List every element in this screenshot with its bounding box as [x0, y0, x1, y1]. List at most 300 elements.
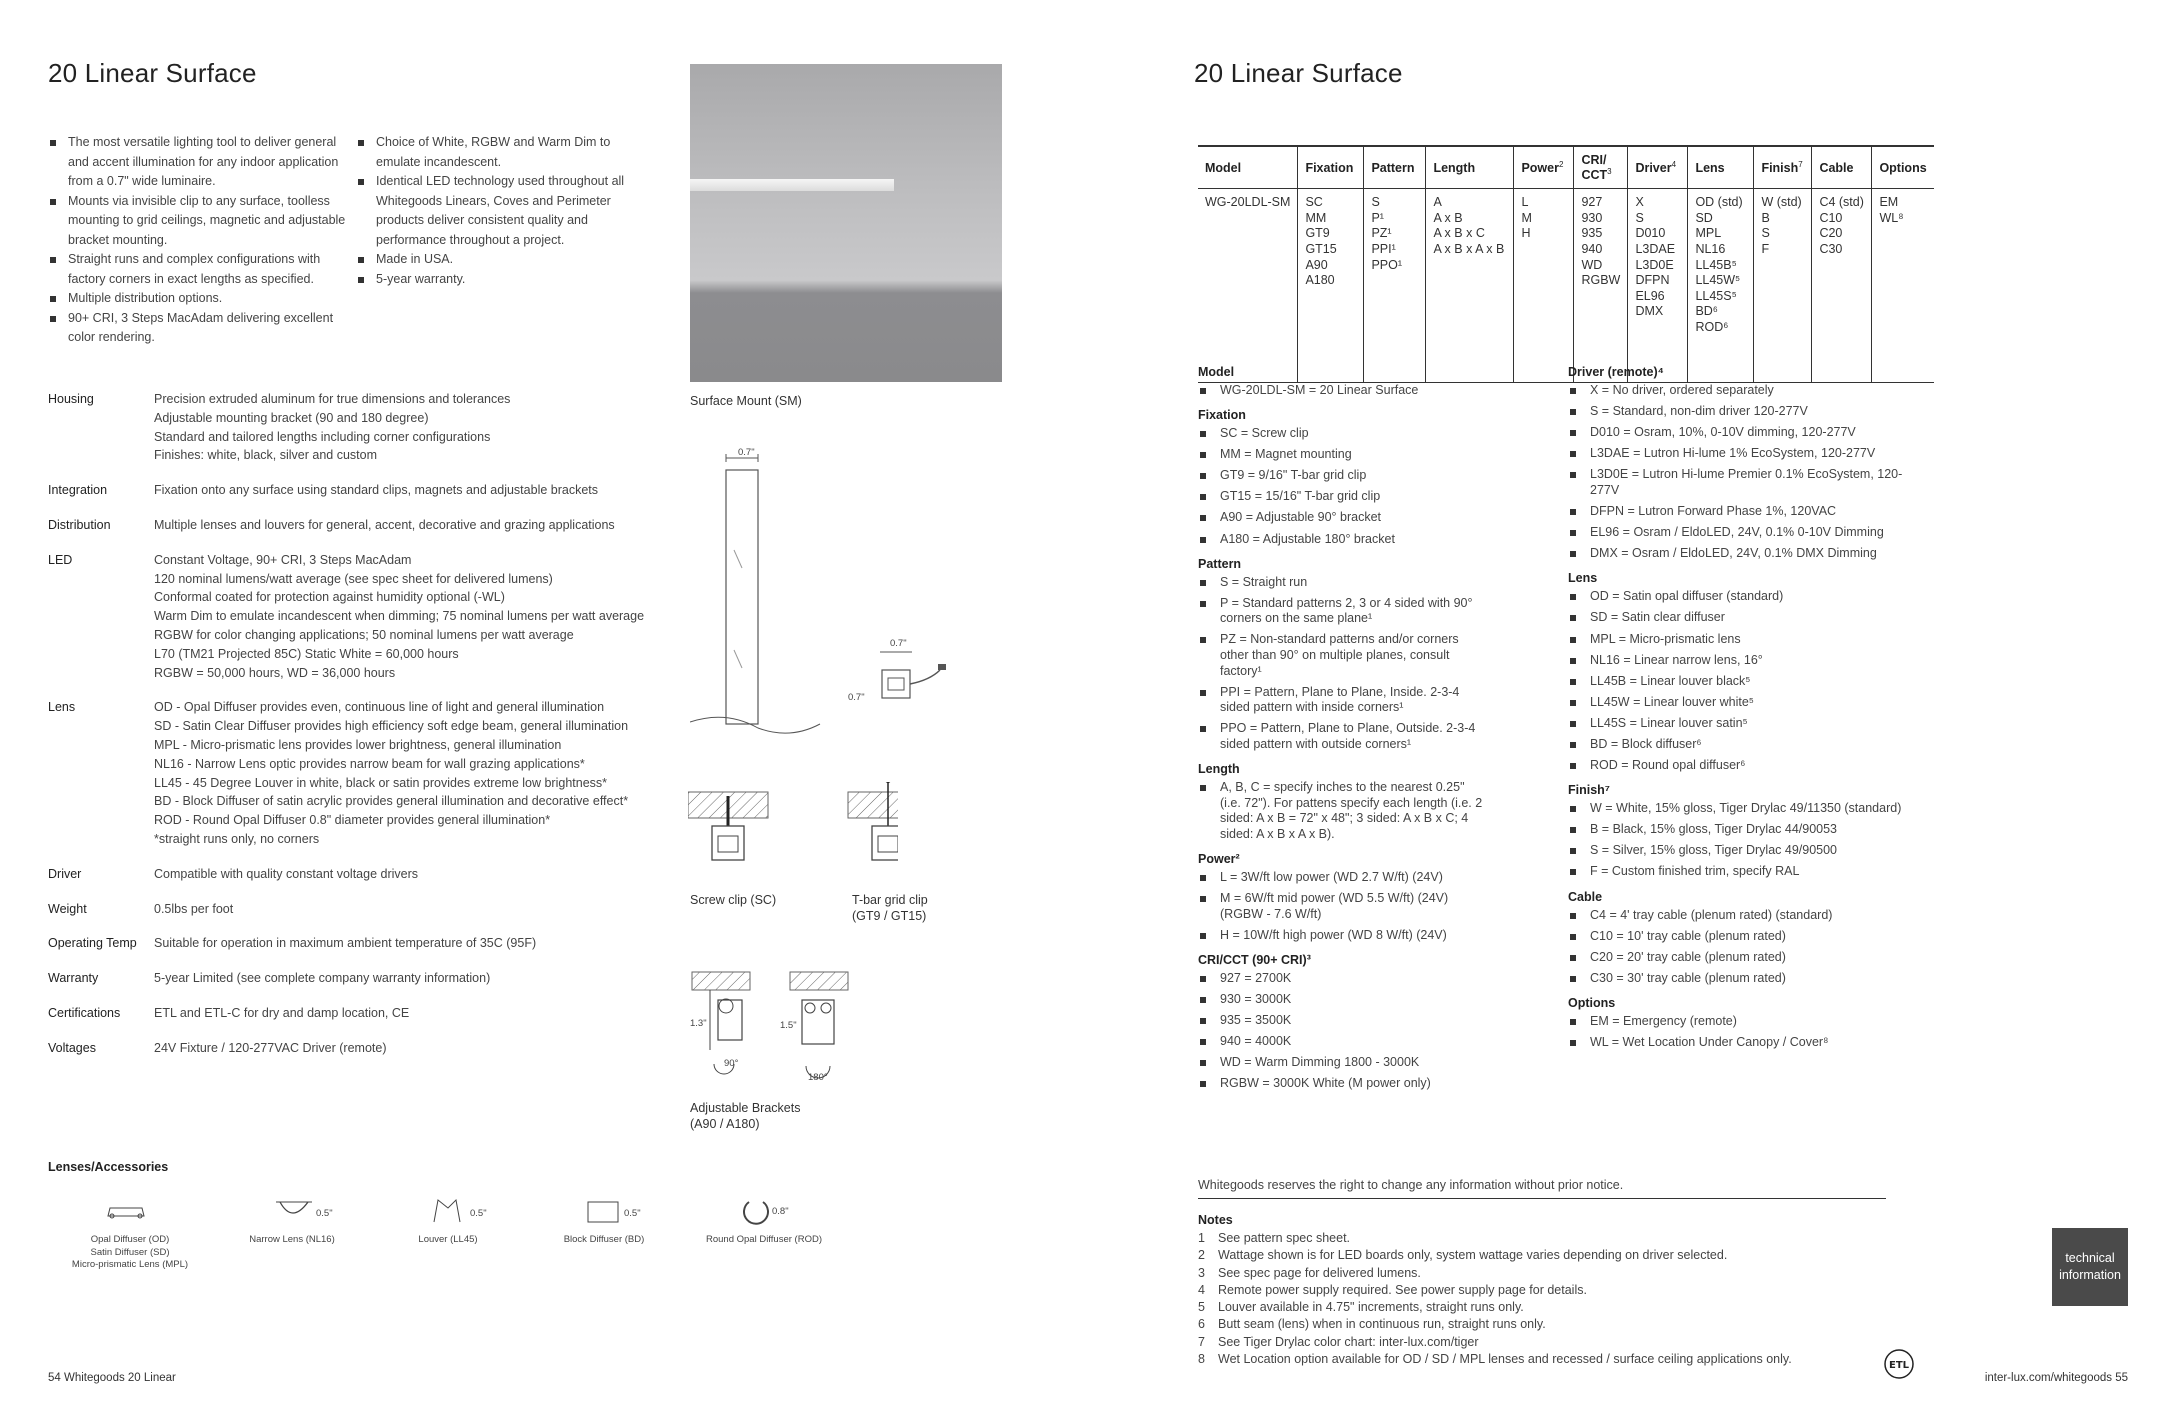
feature-item: Identical LED technology used throughout all Whitegoods Linears, Coves and Perimeter products deliver consistent quality and performance throughout a project. — [356, 172, 656, 250]
legend-heading: Driver (remote)⁴ — [1568, 365, 1664, 379]
legend-heading: Fixation — [1198, 408, 1246, 423]
legend-item: X = No driver, ordered separately — [1568, 383, 1908, 399]
legend-item: WG-20LDL-SM = 20 Linear Surface — [1198, 383, 1488, 399]
feature-item: Straight runs and complex configurations with factory corners in exact lengths as specified. — [48, 250, 348, 289]
table-cell — [1688, 189, 1754, 383]
note-text: See spec page for delivered lumens. — [1218, 1265, 1421, 1280]
table-cell — [1298, 189, 1364, 383]
note-row — [1198, 1299, 1792, 1316]
legend-item: 930 = 3000K — [1198, 992, 1488, 1008]
legend-item: C20 = 20' tray cable (plenum rated) — [1568, 950, 1908, 966]
spec-row — [48, 969, 688, 988]
table-header-note: 3 — [1607, 167, 1612, 176]
ordering-table — [1198, 145, 1934, 383]
spec-line: Fixation onto any surface using standard clips, magnets and adjustable brackets — [154, 483, 599, 498]
mounting-clip-drawings — [688, 782, 898, 872]
legend-list — [1198, 426, 1488, 547]
table-header — [1298, 146, 1364, 189]
legend-item: S = Silver, 15% gloss, Tiger Drylac 49/90500 — [1568, 843, 1908, 859]
legend-item: 935 = 3500K — [1198, 1013, 1488, 1029]
table-header-text: Driver — [1635, 161, 1672, 176]
note-row — [1198, 1282, 1792, 1299]
legend-item: GT9 = 9/16" T-bar grid clip — [1198, 468, 1488, 484]
table-header-text: Pattern — [1371, 160, 1415, 175]
spec-value — [154, 1039, 387, 1058]
spec-value — [154, 900, 233, 919]
table-header-note: 7 — [1798, 160, 1803, 169]
spec-line: Conformal coated for protection against humidity optional (-WL) — [154, 590, 505, 605]
spec-label: Distribution — [48, 517, 111, 532]
table-cell-value: DFPN — [1635, 273, 1670, 288]
table-cell — [1514, 189, 1574, 383]
spec-line: Standard and tailored lengths including corner configurations — [154, 429, 491, 444]
spec-line: Suitable for operation in maximum ambient temperature of 35C (95F) — [154, 936, 537, 951]
lens-od-sd-mpl — [60, 1234, 200, 1272]
spec-line: MPL - Micro-prismatic lens provides lower brightness, general illumination — [154, 737, 562, 752]
spec-value — [154, 969, 490, 988]
dim-endcap-width: 0.7" — [890, 638, 907, 649]
spec-label: Operating Temp — [48, 936, 137, 951]
spec-line: 120 nominal lumens/watt average (see spec sheet for delivered lumens) — [154, 571, 553, 586]
legend-heading: Pattern — [1198, 556, 1242, 571]
legend-list — [1568, 589, 1908, 773]
table-header — [1198, 146, 1298, 189]
angle-180: 180° — [808, 1072, 828, 1083]
table-cell-value: A x B — [1433, 210, 1463, 225]
legend-item: SC = Screw clip — [1198, 426, 1488, 442]
table-cell — [1812, 189, 1872, 383]
legend-list — [1568, 1014, 1908, 1051]
legend-item: OD = Satin opal diffuser (standard) — [1568, 589, 1908, 605]
lens-ll45-label: Louver (LL45) — [418, 1234, 478, 1245]
table-header — [1628, 146, 1688, 189]
legend-item: F = Custom finished trim, specify RAL — [1568, 864, 1908, 880]
caption-surface-mount: Surface Mount (SM) — [690, 394, 802, 408]
legend-item: A180 = Adjustable 180° bracket — [1198, 532, 1488, 548]
lens-rod-label: Round Opal Diffuser (ROD) — [706, 1234, 822, 1245]
note-text: Butt seam (lens) when in continuous run, straight runs only. — [1218, 1317, 1546, 1332]
table-cell-value: A180 — [1305, 273, 1335, 288]
spec-line: LL45 - 45 Degree Louver in white, black or satin provides extreme low brightness* — [154, 775, 608, 790]
legend-item: C30 = 30' tray cable (plenum rated) — [1568, 971, 1908, 987]
table-cell-value: P¹ — [1371, 210, 1384, 225]
table-header — [1426, 146, 1514, 189]
spec-line: Constant Voltage, 90+ CRI, 3 Steps MacAdam — [154, 552, 412, 567]
etl-certification-logo — [1883, 1348, 1915, 1380]
table-cell-value: OD (std) — [1695, 195, 1743, 210]
etl-text: ETL — [1888, 1360, 1910, 1371]
spec-row — [48, 1004, 688, 1023]
legend-item: LL45S = Linear louver satin⁵ — [1568, 716, 1908, 732]
spec-row — [48, 390, 688, 465]
table-header-text: Power — [1521, 161, 1559, 176]
note-number: 8 — [1198, 1352, 1205, 1367]
table-cell-value: PPI¹ — [1371, 241, 1396, 256]
legend-item: S = Straight run — [1198, 575, 1488, 591]
note-row — [1198, 1316, 1792, 1333]
caption-brackets-2: (A90 / A180) — [690, 1117, 760, 1131]
legend-heading: Power² — [1198, 851, 1240, 866]
table-cell-value: C20 — [1819, 226, 1843, 241]
feature-item: Multiple distribution options. — [48, 289, 348, 309]
dim-bracket-a90: 1.3" — [690, 1018, 707, 1029]
spec-label: Lens — [48, 700, 76, 715]
spec-line: SD - Satin Clear Diffuser provides high efficiency soft edge beam, general illumination — [154, 719, 629, 734]
legend-item: DFPN = Lutron Forward Phase 1%, 120VAC — [1568, 504, 1908, 520]
spec-line: RGBW for color changing applications; 50 nominal lumens per watt average — [154, 627, 574, 642]
legend-item: RGBW = 3000K White (M power only) — [1198, 1076, 1488, 1092]
table-cell-value: S — [1635, 210, 1644, 225]
lens-bd-label: Block Diffuser (BD) — [563, 1234, 645, 1245]
legend-item: BD = Block diffuser⁶ — [1568, 737, 1908, 753]
table-cell-value: D010 — [1635, 226, 1666, 241]
table-cell-value: LL45W⁵ — [1695, 273, 1741, 288]
note-number: 2 — [1198, 1248, 1205, 1263]
feature-item: The most versatile lighting tool to deliver general and accent illumination for any indoor application from a 0.7" wide luminaire. — [48, 133, 348, 192]
legend-item: PPO = Pattern, Plane to Plane, Outside. 2-3-4 sided pattern with outside corners¹ — [1198, 721, 1488, 752]
spec-value — [154, 865, 418, 884]
note-text: See pattern spec sheet. — [1218, 1231, 1351, 1245]
legend-item: GT15 = 15/16" T-bar grid clip — [1198, 489, 1488, 505]
spec-row — [48, 481, 688, 500]
legend-item: L = 3W/ft low power (WD 2.7 W/ft) (24V) — [1198, 870, 1488, 886]
table-cell-value: LL45B⁵ — [1695, 257, 1737, 272]
spec-line: Warm Dim to emulate incandescent when dimming; 75 nominal lumens per watt average — [154, 609, 645, 624]
legend-item: ROD = Round opal diffuser⁶ — [1568, 758, 1908, 774]
table-header-note: 2 — [1558, 160, 1564, 169]
spec-line: Adjustable mounting bracket (90 and 180 degree) — [154, 410, 429, 425]
spec-line: *straight runs only, no corners — [154, 831, 320, 846]
table-cell — [1628, 189, 1688, 383]
note-number: 5 — [1198, 1300, 1205, 1315]
table-cell-value: A — [1433, 195, 1442, 210]
legend-item: C10 = 10' tray cable (plenum rated) — [1568, 929, 1908, 945]
spec-row — [48, 900, 688, 919]
note-number: 4 — [1198, 1282, 1205, 1297]
table-cell-value: EL96 — [1635, 288, 1665, 303]
table-header — [1364, 146, 1426, 189]
legend-item: D010 = Osram, 10%, 0-10V dimming, 120-277V — [1568, 425, 1908, 441]
tab-line-1: technical — [2065, 1251, 2115, 1265]
legend-list — [1568, 383, 1908, 562]
note-text: Louver available in 4.75" increments, straight runs only. — [1218, 1300, 1524, 1315]
table-cell-value: GT9 — [1305, 226, 1330, 241]
legend-item: EL96 = Osram / EldoLED, 24V, 0.1% 0-10V Dimming — [1568, 525, 1908, 541]
caption-tbar-1: T-bar grid clip — [852, 893, 928, 907]
table-header — [1688, 146, 1754, 189]
table-cell — [1574, 189, 1628, 383]
note-row — [1198, 1351, 1792, 1368]
legend-item: P = Standard patterns 2, 3 or 4 sided with 90° corners on the same plane¹ — [1198, 596, 1488, 627]
legend-item: W = White, 15% gloss, Tiger Drylac 49/11350 (standard) — [1568, 801, 1908, 817]
table-cell-value: WD — [1581, 257, 1603, 272]
table-header-text: Cable — [1819, 160, 1854, 175]
table-cell-value: C4 (std) — [1819, 195, 1864, 210]
note-text: See Tiger Drylac color chart: inter-lux.com/tiger — [1218, 1334, 1479, 1349]
legend-heading: Options — [1568, 995, 1616, 1010]
note-row — [1198, 1247, 1792, 1264]
table-cell-value: ROD⁶ — [1695, 319, 1729, 334]
spec-label: Driver — [48, 866, 82, 881]
legend-list — [1198, 780, 1488, 842]
note-row — [1198, 1230, 1792, 1247]
spec-line: Precision extruded aluminum for true dimensions and tolerances — [154, 392, 511, 406]
table-cell-value: S — [1371, 195, 1380, 210]
table-header-text: Fixation — [1305, 160, 1354, 175]
spec-line: NL16 - Narrow Lens optic provides narrow beam for wall grazing applications* — [154, 756, 585, 771]
table-cell-value: MPL — [1695, 226, 1722, 241]
legend-item: C4 = 4' tray cable (plenum rated) (standard) — [1568, 908, 1908, 924]
table-cell-value: M — [1521, 210, 1532, 225]
note-row — [1198, 1265, 1792, 1282]
spec-row — [48, 516, 688, 535]
table-header-line: CRI/ — [1581, 153, 1607, 167]
table-cell — [1872, 189, 1934, 383]
table-header-text: Lens — [1695, 160, 1725, 175]
note-text: Wet Location option available for OD / SD / MPL lenses and recessed / surface ceiling applications only. — [1218, 1352, 1792, 1367]
spec-line: BD - Block Diffuser of satin acrylic provides general illumination and decorative effect* — [154, 794, 629, 809]
table-cell-value: L3DAE — [1635, 241, 1676, 256]
spec-row — [48, 865, 688, 884]
page-title-right: 20 Linear Surface — [1194, 58, 1403, 88]
table-header-text: Model — [1205, 160, 1242, 175]
legend-list — [1198, 870, 1488, 943]
legend-heading: Lens — [1568, 571, 1598, 586]
spec-row — [48, 1039, 688, 1058]
lens-label-line: Opal Diffuser (OD) — [90, 1234, 170, 1245]
table-cell-value: L3D0E — [1635, 257, 1674, 272]
table-cell-value: X — [1635, 195, 1644, 210]
spec-line: L70 (TM21 Projected 85C) Static White = 60,000 hours — [154, 646, 459, 661]
note-text: Wattage shown is for LED boards only, system wattage varies depending on driver selected. — [1218, 1248, 1728, 1263]
feature-item: Choice of White, RGBW and Warm Dim to emulate incandescent. — [356, 133, 656, 172]
spec-value — [154, 934, 536, 953]
feature-item: 90+ CRI, 3 Steps MacAdam delivering excellent color rendering. — [48, 309, 348, 348]
legend-item: NL16 = Linear narrow lens, 16° — [1568, 653, 1908, 669]
bracket-drawings — [690, 970, 860, 1100]
legend-heading: Length — [1198, 762, 1240, 777]
spec-line: 24V Fixture / 120-277VAC Driver (remote) — [154, 1040, 387, 1055]
lens-nl16-dim-text: 0.5" — [316, 1208, 333, 1219]
spec-line: Finishes: white, black, silver and custom — [154, 448, 378, 463]
lens-rod-dim: 0.8" — [772, 1206, 789, 1217]
legend-item: 940 = 4000K — [1198, 1034, 1488, 1050]
note-text: Remote power supply required. See power supply page for details. — [1218, 1282, 1587, 1297]
table-cell — [1198, 189, 1298, 383]
table-header-text: Options — [1879, 160, 1927, 175]
page-footer-left: 54 Whitegoods 20 Linear — [48, 1372, 176, 1384]
spec-table — [48, 390, 688, 1074]
spec-value — [154, 516, 615, 535]
legend-item: MPL = Micro-prismatic lens — [1568, 632, 1908, 648]
spec-value — [154, 481, 598, 500]
note-number: 6 — [1198, 1317, 1205, 1332]
table-header-text: Finish — [1761, 161, 1799, 176]
note-number: 3 — [1198, 1265, 1205, 1280]
table-cell-value: BD⁶ — [1695, 304, 1718, 319]
table-cell-value: A90 — [1305, 257, 1328, 272]
dim-width: 0.7" — [738, 447, 755, 458]
table-cell-value: NL16 — [1695, 241, 1726, 256]
spec-line: OD - Opal Diffuser provides even, continuous line of light and general illumination — [154, 700, 605, 715]
table-cell-value: PZ¹ — [1371, 226, 1392, 241]
spec-line: Compatible with quality constant voltage drivers — [154, 866, 419, 881]
lens-profile-drawings — [100, 1194, 820, 1230]
spec-value — [154, 698, 628, 848]
table-header-text: Length — [1433, 160, 1476, 175]
tab-line-2: information — [2059, 1268, 2121, 1282]
table-header — [1812, 146, 1872, 189]
legend-column-right — [1568, 360, 1908, 1056]
product-photo — [690, 64, 1002, 382]
table-cell-value: A x B x A x B — [1433, 241, 1505, 256]
spec-line: Multiple lenses and louvers for general, accent, decorative and grazing applications — [154, 517, 615, 532]
lens-nl16-label: Narrow Lens (NL16) — [249, 1234, 335, 1245]
caption-brackets-1: Adjustable Brackets — [690, 1101, 801, 1115]
legend-item: A, B, C = specify inches to the nearest 0.25" (i.e. 72"). For pattens specify each length (i.e. 2 sided: A x B = 72" x 48"; 3 sided: A x B x C; 4 sided: A x B x A x B). — [1198, 780, 1488, 842]
legend-item: LL45B = Linear louver black⁵ — [1568, 674, 1908, 690]
spec-label: Warranty — [48, 971, 99, 986]
lens-ll45-dim: 0.5" — [470, 1208, 487, 1219]
table-header — [1754, 146, 1812, 189]
table-cell-value: C30 — [1819, 241, 1843, 256]
lenses-heading: Lenses/Accessories — [48, 1160, 169, 1174]
table-cell-value: 940 — [1581, 241, 1603, 256]
spec-row — [48, 551, 688, 683]
table-cell-value: PPO¹ — [1371, 257, 1402, 272]
caption-screw-clip: Screw clip (SC) — [690, 893, 777, 907]
table-header — [1514, 146, 1574, 189]
legend-item: MM = Magnet mounting — [1198, 447, 1488, 463]
note-number: 1 — [1198, 1231, 1205, 1245]
table-cell-value: H — [1521, 226, 1531, 241]
legend-list — [1198, 575, 1488, 753]
table-cell-value: LL45S⁵ — [1695, 288, 1737, 303]
table-cell-value: MM — [1305, 210, 1327, 225]
table-cell-value: 935 — [1581, 226, 1603, 241]
lens-bd-dim: 0.5" — [624, 1208, 641, 1219]
angle-90: 90° — [724, 1058, 739, 1069]
legend-item: B = Black, 15% gloss, Tiger Drylac 44/90053 — [1568, 822, 1908, 838]
legend-item: PPI = Pattern, Plane to Plane, Inside. 2-3-4 sided pattern with inside corners¹ — [1198, 685, 1488, 716]
table-cell-value: DMX — [1635, 304, 1664, 319]
spec-label: Housing — [48, 392, 94, 406]
table-cell — [1364, 189, 1426, 383]
spec-value — [154, 390, 510, 465]
legend-item: L3D0E = Lutron Hi-lume Premier 0.1% EcoSystem, 120-277V — [1568, 467, 1908, 498]
page-footer-right: inter-lux.com/whitegoods 55 — [1984, 1372, 2128, 1384]
table-cell-value: WG-20LDL-SM — [1205, 195, 1291, 210]
table-cell-value: S — [1761, 226, 1770, 241]
table-header-line: CCT$^3$ — [1581, 167, 1612, 183]
table-cell-value: RGBW — [1581, 273, 1621, 288]
legend-item: 927 = 2700K — [1198, 971, 1488, 987]
legend-column-left — [1198, 360, 1488, 1097]
note-number: 7 — [1198, 1334, 1205, 1349]
spec-line: ROD - Round Opal Diffuser 0.8" diameter provides general illumination* — [154, 813, 551, 828]
spec-row — [48, 698, 688, 848]
feature-item: Made in USA. — [356, 250, 656, 270]
luminaire-bar — [690, 179, 894, 191]
spec-label: Integration — [48, 483, 108, 498]
spec-line: 5-year Limited (see complete company warranty information) — [154, 971, 491, 986]
legend-item: SD = Satin clear diffuser — [1568, 610, 1908, 626]
table-header-note: 4 — [1671, 160, 1677, 169]
table-cell-value: F — [1761, 241, 1770, 256]
notice: Whitegoods reserves the right to change any information without prior notice. — [1198, 1178, 1886, 1199]
spec-label: LED — [48, 552, 73, 567]
caption-tbar-2: (GT9 / GT15) — [852, 909, 927, 923]
table-cell-value: 930 — [1581, 210, 1603, 225]
table-cell-value: A x B x C — [1433, 226, 1485, 241]
legend-item: A90 = Adjustable 90° bracket — [1198, 510, 1488, 526]
legend-heading: Finish⁷ — [1568, 783, 1610, 798]
notes — [1198, 1210, 1792, 1368]
table-cell — [1426, 189, 1514, 383]
spec-label: Voltages — [48, 1040, 96, 1055]
dim-bracket-a180: 1.5" — [780, 1020, 797, 1031]
table-cell-value: L — [1521, 195, 1529, 210]
features-list-1 — [48, 133, 348, 348]
table-cell-value: WL⁸ — [1879, 210, 1904, 225]
legend-list — [1568, 908, 1908, 987]
spec-line: ETL and ETL-C for dry and damp location, CE — [154, 1005, 410, 1020]
legend-item: DMX = Osram / EldoLED, 24V, 0.1% DMX Dimming — [1568, 546, 1908, 562]
technical-information-tab — [2052, 1228, 2128, 1306]
table-cell-value: 927 — [1581, 195, 1603, 210]
spec-value — [154, 1004, 409, 1023]
table-header — [1574, 146, 1628, 189]
legend-item: M = 6W/ft mid power (WD 5.5 W/ft) (24V) (RGBW - 7.6 W/ft) — [1198, 891, 1488, 922]
legend-list — [1568, 801, 1908, 880]
spec-label: Weight — [48, 901, 87, 916]
lens-label-line: Satin Diffuser (SD) — [90, 1246, 170, 1258]
note-row — [1198, 1334, 1792, 1351]
table-cell-value: C10 — [1819, 210, 1843, 225]
spec-value — [154, 551, 644, 683]
notes-heading: Notes — [1198, 1213, 1233, 1227]
legend-heading: CRI/CCT (90+ CRI)³ — [1198, 952, 1311, 967]
feature-item: 5-year warranty. — [356, 270, 656, 290]
spec-label: Certifications — [48, 1005, 121, 1020]
right-page — [1088, 0, 2176, 1408]
table-cell-value: SC — [1305, 195, 1323, 210]
table-cell-value: EM — [1879, 195, 1899, 210]
legend-item: WD = Warm Dimming 1800 - 3000K — [1198, 1055, 1488, 1071]
legend-list — [1198, 383, 1488, 399]
legend-item: PZ = Non-standard patterns and/or corners other than 90° on multiple planes, consult factory¹ — [1198, 632, 1488, 679]
legend-item: S = Standard, non-dim driver 120-277V — [1568, 404, 1908, 420]
table-cell-value: SD — [1695, 210, 1713, 225]
feature-item: Mounts via invisible clip to any surface, toolless mounting to grid ceilings, magnetic and adjustable bracket mounting. — [48, 192, 348, 251]
table-cell-value: B — [1761, 210, 1770, 225]
features-list-2 — [356, 133, 656, 289]
table-cell-value: W (std) — [1761, 195, 1802, 210]
legend-item: WL = Wet Location Under Canopy / Cover⁸ — [1568, 1035, 1908, 1051]
legend-item: LL45W = Linear louver white⁵ — [1568, 695, 1908, 711]
table-cell-value: GT15 — [1305, 241, 1337, 256]
lens-label-line: Micro-prismatic Lens (MPL) — [71, 1259, 189, 1270]
legend-item: H = 10W/ft high power (WD 8 W/ft) (24V) — [1198, 928, 1488, 944]
dim-endcap-height: 0.7" — [848, 692, 865, 703]
spec-line: RGBW = 50,000 hours, WD = 36,000 hours — [154, 665, 396, 680]
legend-heading: Model — [1198, 365, 1235, 379]
spec-line: 0.5lbs per foot — [154, 901, 234, 916]
legend-item: EM = Emergency (remote) — [1568, 1014, 1908, 1030]
legend-heading: Cable — [1568, 889, 1603, 904]
legend-item: L3DAE = Lutron Hi-lume 1% EcoSystem, 120-277V — [1568, 446, 1908, 462]
spec-row — [48, 934, 688, 953]
